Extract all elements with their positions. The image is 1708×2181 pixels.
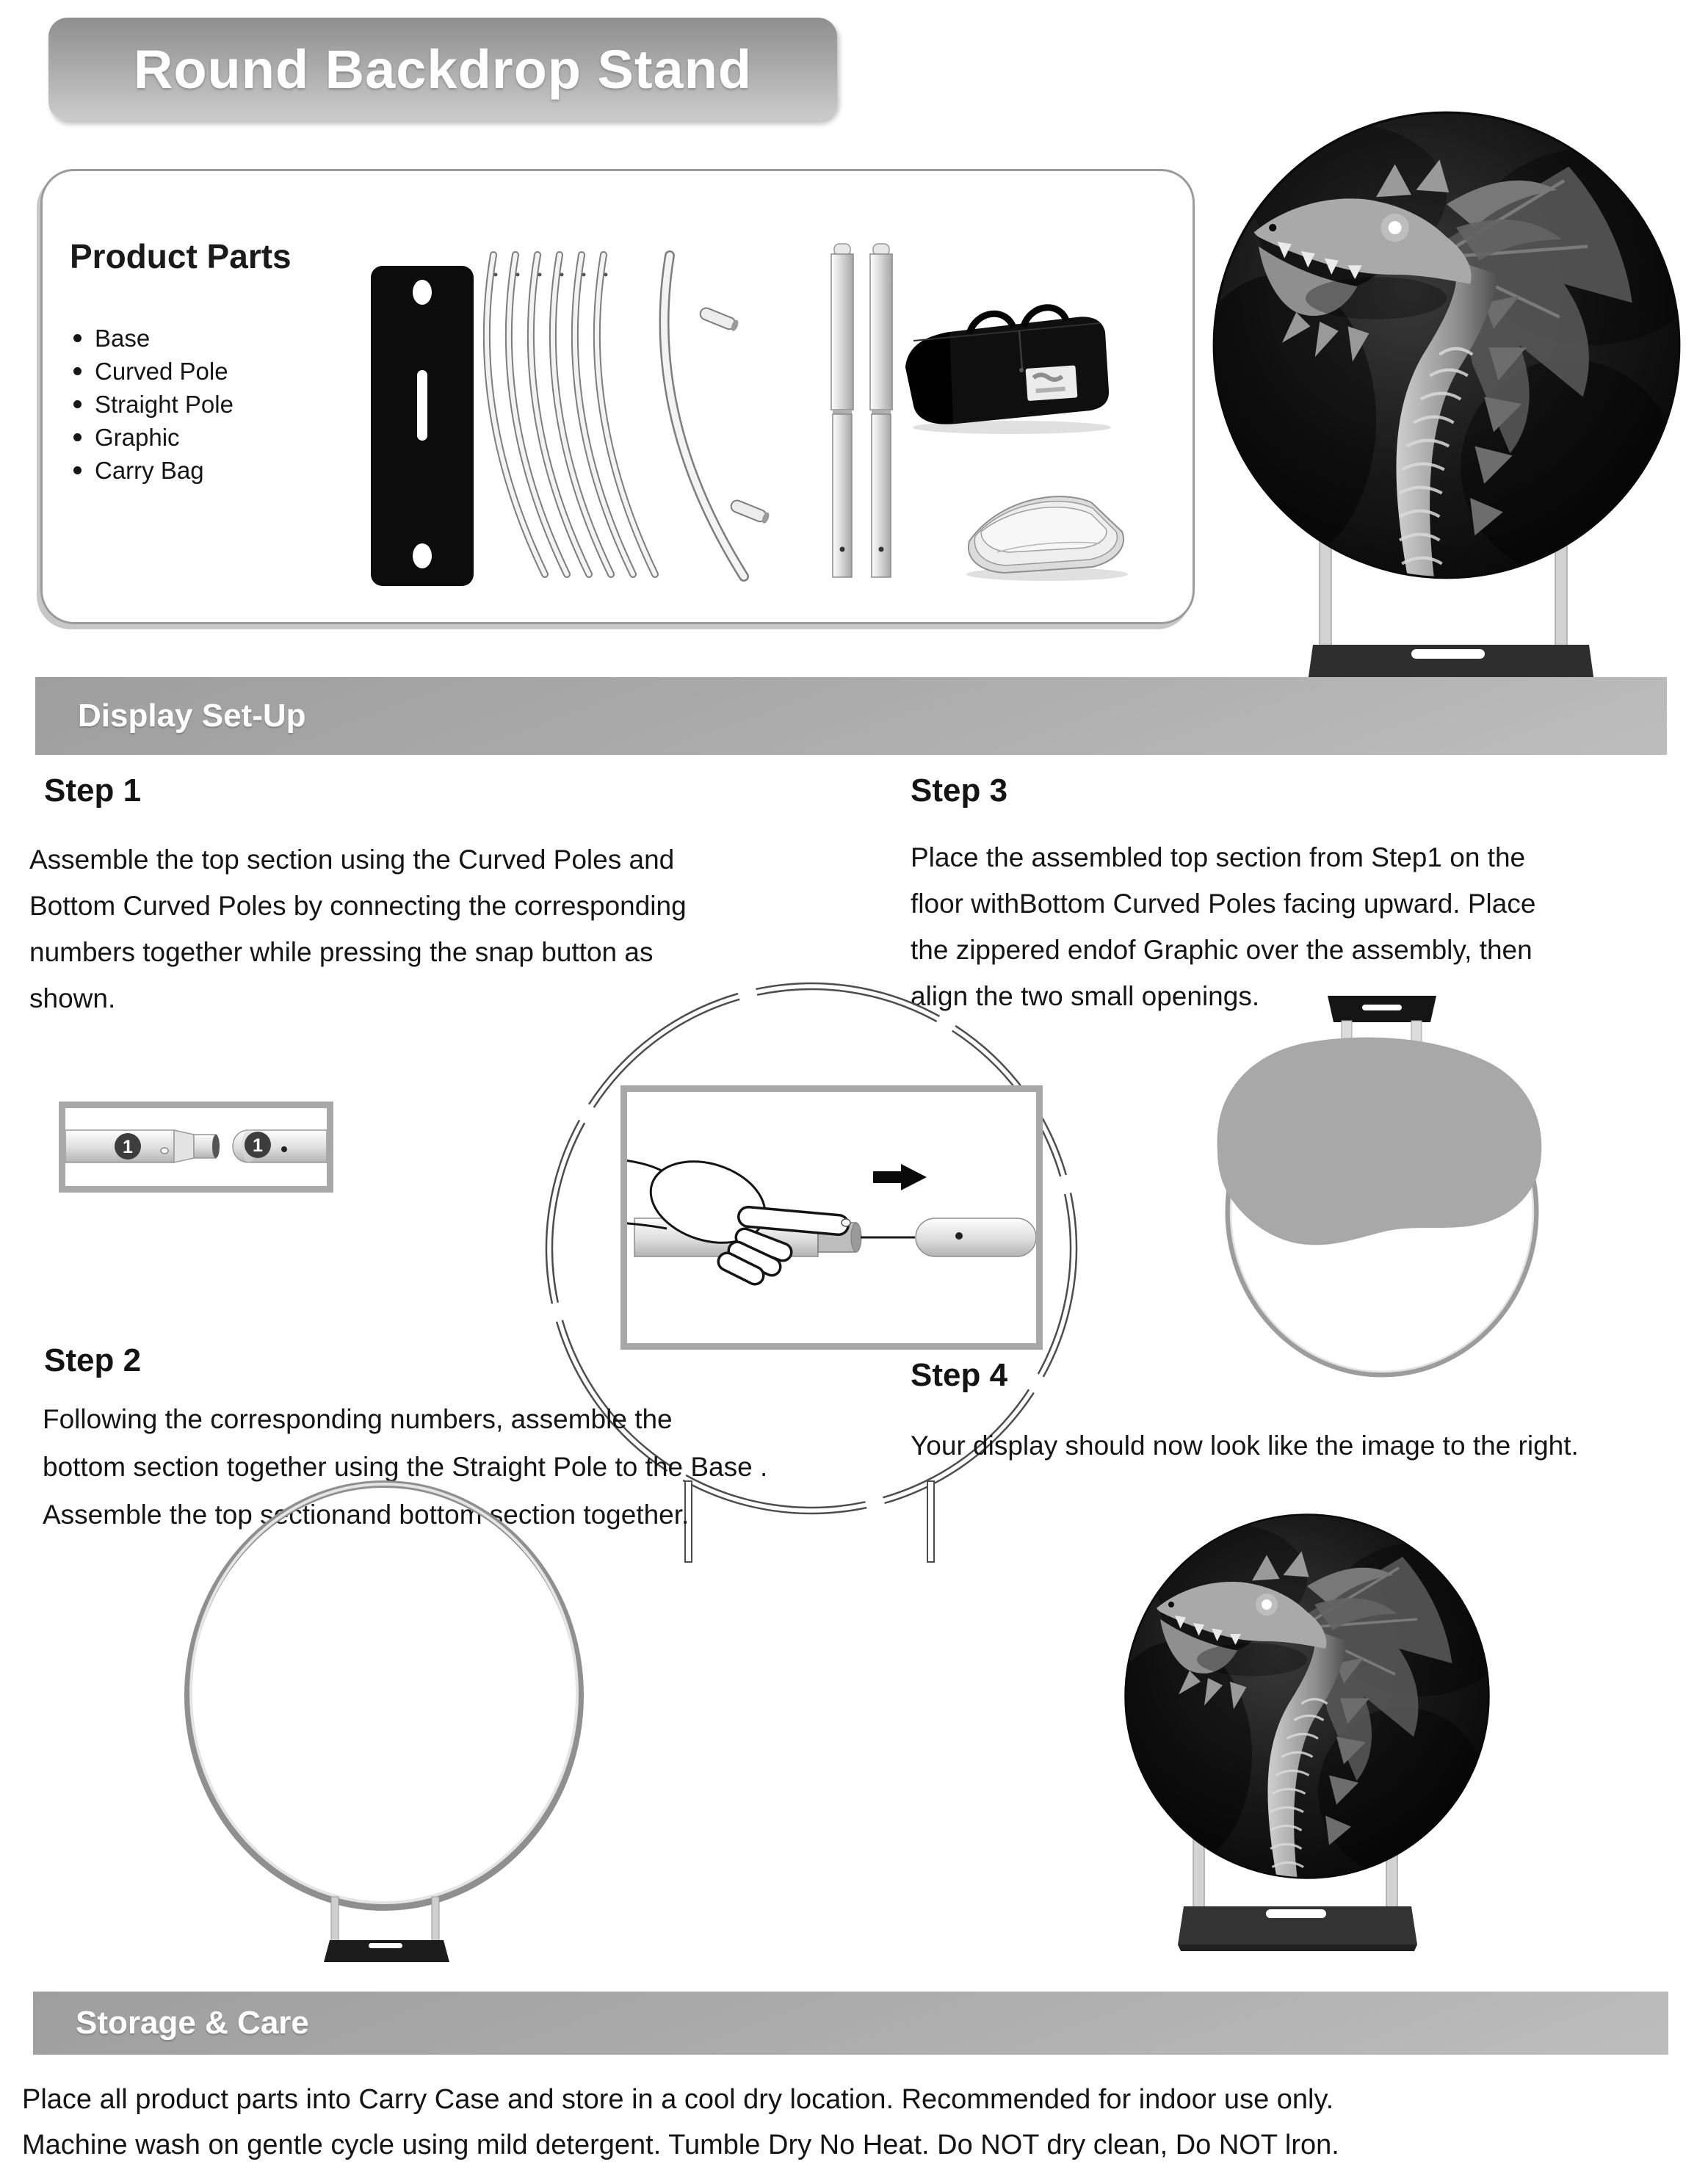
dragon-graphic bbox=[1116, 1513, 1498, 1884]
dragon-graphic bbox=[1197, 110, 1696, 585]
title-banner bbox=[48, 18, 837, 120]
list-item-label: Carry Bag bbox=[95, 456, 204, 484]
display-setup-title: Display Set-Up bbox=[78, 698, 306, 734]
storage-care-title: Storage & Care bbox=[76, 2005, 309, 2041]
step1-line: numbers together while pressing the snap button as bbox=[29, 937, 654, 967]
step2-frame-figure bbox=[169, 1469, 609, 1975]
stand-base bbox=[1178, 1906, 1417, 1951]
step1-line: shown. bbox=[29, 983, 116, 1013]
step2-line: Assemble the top sectionand bottom section together. bbox=[43, 1500, 690, 1530]
base-plate-illustration bbox=[371, 266, 474, 586]
carry-bag-illustration bbox=[905, 308, 1111, 434]
list-item-label: Straight Pole bbox=[95, 390, 234, 418]
step3-line: align the two small openings. bbox=[911, 981, 1260, 1011]
step2-line: bottom section together using the Straight Pole to the Base . bbox=[43, 1452, 768, 1482]
step2-line: Following the corresponding numbers, assemble the bbox=[43, 1404, 673, 1434]
list-item-label: Curved Pole bbox=[95, 357, 228, 385]
snap-button-figure bbox=[627, 1092, 1036, 1343]
finished-display-figure bbox=[1197, 95, 1696, 705]
step3-heading: Step 3 bbox=[911, 773, 1008, 809]
step3-line: Place the assembled top section from Step1 on the bbox=[911, 842, 1526, 872]
step2-heading: Step 2 bbox=[44, 1342, 142, 1378]
folded-graphic-illustration bbox=[966, 496, 1128, 581]
arrow-right-icon bbox=[873, 1164, 927, 1190]
storage-line: Machine wash on gentle cycle using mild detergent. Tumble Dry No Heat. Do NOT dry clean, Do NOT lron. bbox=[22, 2130, 1339, 2160]
display-setup-banner bbox=[35, 677, 1667, 755]
storage-line: Place all product parts into Carry Case and store in a cool dry location. Recommended for indoor use only. bbox=[22, 2084, 1334, 2115]
pole-number-inset bbox=[59, 1102, 333, 1193]
step4-line: Your display should now look like the image to the right. bbox=[911, 1431, 1579, 1461]
step4-heading: Step 4 bbox=[911, 1357, 1008, 1393]
step1-line: Bottom Curved Poles by connecting the corresponding bbox=[29, 891, 687, 921]
graphic-cover bbox=[1217, 1038, 1541, 1245]
stand-base bbox=[324, 1940, 449, 1962]
page-title: Round Backdrop Stand bbox=[133, 38, 753, 100]
frame-ring bbox=[188, 1484, 580, 1907]
bottom-curved-pole-illustration bbox=[665, 256, 771, 576]
curved-poles-illustration bbox=[487, 255, 655, 574]
step3-line: the zippered endof Graphic over the assembly, then bbox=[911, 935, 1533, 965]
pole-number-label: 1 bbox=[253, 1135, 263, 1156]
pole-number-figure bbox=[65, 1108, 327, 1186]
step1-line: Assemble the top section using the Curved Poles and bbox=[29, 844, 675, 875]
list-item-label: Graphic bbox=[95, 423, 180, 451]
step3-line: floor withBottom Curved Poles facing upward. Place bbox=[911, 889, 1536, 919]
step4-display-figure bbox=[1116, 1505, 1498, 1961]
straight-poles-illustration bbox=[831, 244, 892, 577]
pole-number-label: 1 bbox=[123, 1137, 133, 1157]
product-parts-heading: Product Parts bbox=[70, 237, 292, 275]
storage-care-banner bbox=[33, 1992, 1668, 2055]
snap-button-inset bbox=[620, 1085, 1043, 1350]
step1-heading: Step 1 bbox=[44, 773, 142, 809]
list-item-label: Base bbox=[95, 324, 151, 352]
product-parts-figure bbox=[43, 170, 1190, 618]
step3-figure bbox=[1197, 984, 1557, 1395]
